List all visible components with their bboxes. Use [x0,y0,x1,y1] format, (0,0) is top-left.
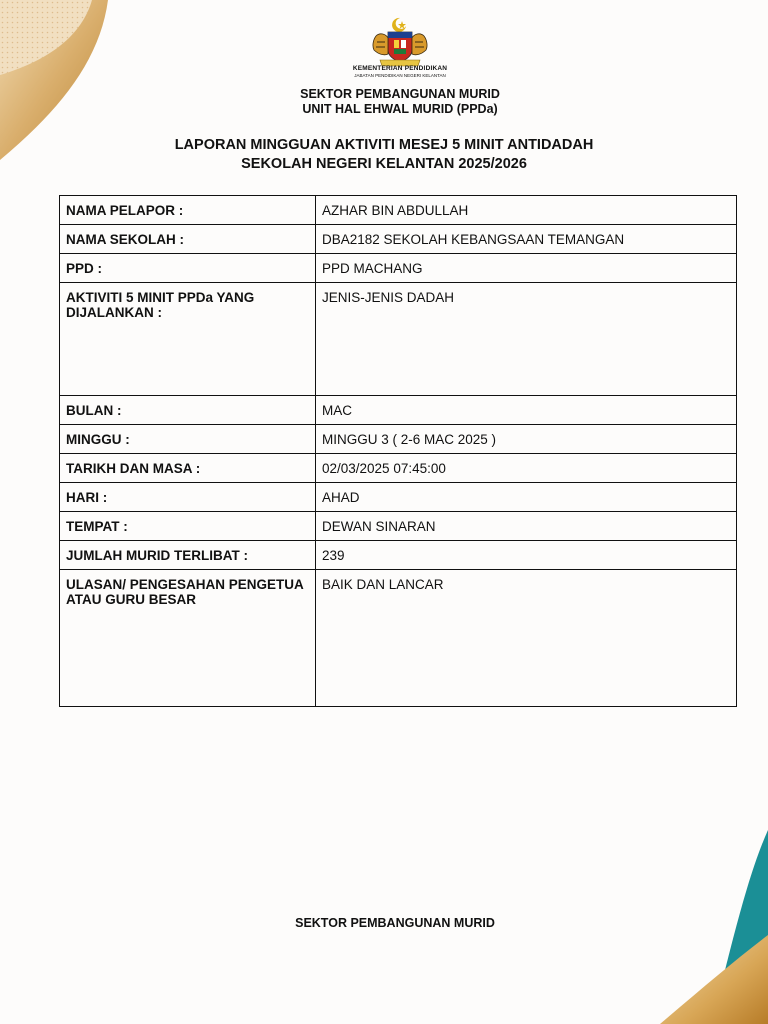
footer-sector-name: SEKTOR PEMBANGUNAN MURID [295,916,495,930]
table-row [60,225,737,254]
row-label: JUMLAH MURID TERLIBAT : [60,541,316,570]
row-value: MAC [316,396,737,425]
row-value: 239 [316,541,737,570]
row-label: TEMPAT : [60,512,316,541]
unit-name: UNIT HAL EHWAL MURID (PPDa) [302,102,498,116]
report-title-line2: SEKOLAH NEGERI KELANTAN 2025/2026 [241,156,527,172]
sector-name: SEKTOR PEMBANGUNAN MURID [300,87,500,101]
bottom-right-gold-wave [660,935,768,1024]
row-value: BAIK DAN LANCAR [316,570,737,707]
row-value: AZHAR BIN ABDULLAH [316,196,737,225]
row-label: BULAN : [60,396,316,425]
report-title-line1: LAPORAN MINGGUAN AKTIVITI MESEJ 5 MINIT ANTIDADAH [174,137,594,153]
row-label: AKTIVITI 5 MINIT PPDa YANG DIJALANKAN : [60,283,316,396]
ministry-line1: KEMENTERIAN PENDIDIKAN [352,65,448,72]
row-label: PPD : [60,254,316,283]
row-label: ULASAN/ PENGESAHAN PENGETUA ATAU GURU BESAR [60,570,316,707]
ministry-line2: JABATAN PENDIDIKAN NEGERI KELANTAN [354,72,446,78]
report-table [59,195,737,707]
row-value: PPD MACHANG [316,254,737,283]
row-value: DBA2182 SEKOLAH KEBANGSAAN TEMANGAN [316,225,737,254]
report-title [100,136,668,174]
malaysia-coat-of-arms-icon [366,16,434,68]
row-value: MINGGU 3 ( 2-6 MAC 2025 ) [316,425,737,454]
table-row [60,254,737,283]
row-value: DEWAN SINARAN [316,512,737,541]
row-label: MINGGU : [60,425,316,454]
ministry-name [300,66,500,78]
row-label: NAMA PELAPOR : [60,196,316,225]
table-row [60,570,737,707]
table-row [60,454,737,483]
table-row [60,483,737,512]
table-row [60,283,737,396]
table-row [60,196,737,225]
row-value: 02/03/2025 07:45:00 [316,454,737,483]
row-label: HARI : [60,483,316,512]
row-value: AHAD [316,483,737,512]
sector-header [200,87,600,117]
table-row [60,425,737,454]
table-row [60,512,737,541]
row-value: JENIS-JENIS DADAH [316,283,737,396]
table-row [60,541,737,570]
table-row [60,396,737,425]
row-label: NAMA SEKOLAH : [60,225,316,254]
row-label: TARIKH DAN MASA : [60,454,316,483]
